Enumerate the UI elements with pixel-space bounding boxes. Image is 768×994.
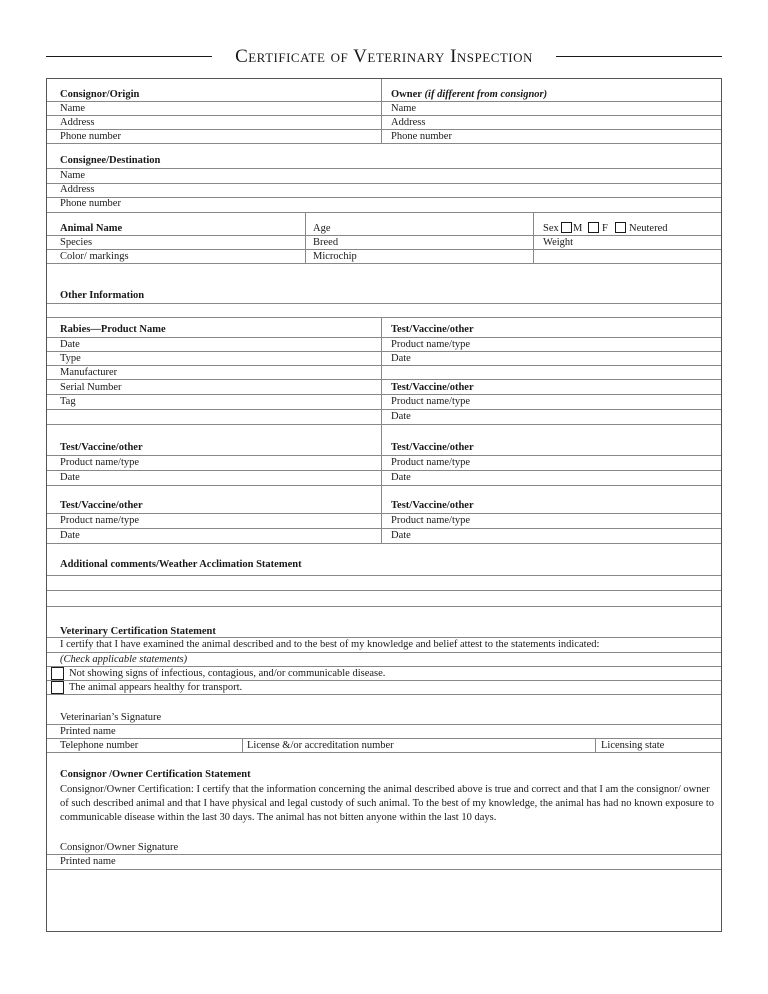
owner-printed-name-field[interactable]: Printed name [60, 856, 116, 867]
title-bar [46, 44, 722, 70]
comments-field[interactable]: Additional comments/Weather Acclimation Statement [60, 559, 302, 570]
consignee-address-field[interactable]: Address [60, 184, 95, 195]
consignor-heading: Consignor/Origin [60, 89, 140, 100]
rabies-serial-field[interactable]: Serial Number [60, 382, 122, 393]
sex-f-checkbox[interactable] [588, 222, 599, 233]
transport-checkbox[interactable] [51, 681, 64, 694]
breed-field[interactable]: Breed [313, 237, 339, 248]
transport-label: The animal appears healthy for transport. [69, 682, 243, 693]
owner-cert-text: Consignor/Owner Certification: I certify that the information concerning the animal described above is true and correct and that I am the consignor/ owner of such described animal and that I have physical and legal custody of such animal. To the best of my knowledge, the animal has had no known exposure to communicable disease within the last 30 days. The animal has not bitten anyone within the last 10 days. [60, 784, 714, 823]
vaccine-6-product-field[interactable]: Product name/type [391, 515, 471, 526]
weight-field[interactable]: Weight [543, 237, 574, 248]
sex-m-checkbox[interactable] [561, 222, 572, 233]
vaccine-2-product-field[interactable]: Product name/type [391, 396, 471, 407]
consignor-name-field[interactable]: Name [60, 103, 86, 114]
age-field[interactable]: Age [313, 223, 331, 234]
consignee-name-field[interactable]: Name [60, 170, 86, 181]
vaccine-heading-5: Test/Vaccine/other [60, 500, 143, 511]
vaccine-1-product-field[interactable]: Product name/type [391, 339, 471, 350]
vet-telephone-field[interactable]: Telephone number [60, 740, 139, 751]
animal-name-field[interactable]: Animal Name [60, 223, 123, 234]
vaccine-5-date-field[interactable]: Date [60, 530, 80, 541]
page-title: Certificate of Veterinary Inspection [225, 46, 543, 67]
vaccine-heading-1: Test/Vaccine/other [391, 324, 474, 335]
vaccine-4-product-field[interactable]: Product name/type [391, 457, 471, 468]
microchip-field[interactable]: Microchip [313, 251, 357, 262]
color-markings-field[interactable]: Color/ markings [60, 251, 129, 262]
owner-cert-heading: Consignor /Owner Certification Statement [60, 769, 251, 780]
consignee-heading: Consignee/Destination [60, 155, 161, 166]
vet-cert-statement: I certify that I have examined the animal described and to the best of my knowledge and belief attest to the statements indicated: [60, 639, 600, 650]
rabies-tag-field[interactable]: Tag [60, 396, 76, 407]
owner-name-field[interactable]: Name [391, 103, 417, 114]
license-number-field[interactable]: License &/or accreditation number [247, 740, 394, 751]
rabies-date-field[interactable]: Date [60, 339, 80, 350]
rabies-manufacturer-field[interactable]: Manufacturer [60, 367, 118, 378]
vaccine-5-product-field[interactable]: Product name/type [60, 515, 140, 526]
sex-label: Sex [543, 223, 559, 234]
neutered-label: Neutered [629, 223, 668, 234]
owner-phone-field[interactable]: Phone number [391, 131, 452, 142]
vet-printed-name-field[interactable]: Printed name [60, 726, 116, 737]
other-information-field[interactable]: Other Information [60, 290, 145, 301]
vaccine-1-date-field[interactable]: Date [391, 353, 411, 364]
owner-heading: Owner (if different from consignor) [391, 89, 548, 100]
rabies-heading: Rabies—Product Name [60, 324, 166, 335]
consignor-phone-field[interactable]: Phone number [60, 131, 121, 142]
owner-address-field[interactable]: Address [391, 117, 426, 128]
healthy-signs-checkbox[interactable] [51, 667, 64, 680]
healthy-signs-label: Not showing signs of infectious, contagious, and/or communicable disease. [69, 668, 386, 679]
consignee-phone-field[interactable]: Phone number [60, 198, 121, 209]
vaccine-heading-6: Test/Vaccine/other [391, 500, 474, 511]
vet-signature-field[interactable]: Veterinarian’s Signature [60, 712, 162, 723]
vaccine-heading-3: Test/Vaccine/other [60, 442, 143, 453]
neutered-checkbox[interactable] [615, 222, 626, 233]
vaccine-2-date-field[interactable]: Date [391, 411, 411, 422]
vaccine-heading-2: Test/Vaccine/other [391, 382, 474, 393]
sex-f-label: F [602, 223, 608, 234]
species-field[interactable]: Species [60, 237, 93, 248]
sex-m-label: M [573, 223, 583, 234]
rabies-type-field[interactable]: Type [60, 353, 81, 364]
vaccine-3-product-field[interactable]: Product name/type [60, 457, 140, 468]
owner-signature-field[interactable]: Consignor/Owner Signature [60, 842, 179, 853]
vet-cert-heading: Veterinary Certification Statement [60, 626, 216, 637]
vaccine-3-date-field[interactable]: Date [60, 472, 80, 483]
vaccine-4-date-field[interactable]: Date [391, 472, 411, 483]
check-note: (Check applicable statements) [60, 654, 188, 665]
consignor-address-field[interactable]: Address [60, 117, 95, 128]
vaccine-6-date-field[interactable]: Date [391, 530, 411, 541]
vaccine-heading-4: Test/Vaccine/other [391, 442, 474, 453]
certificate-form [46, 78, 722, 932]
licensing-state-field[interactable]: Licensing state [601, 740, 665, 751]
divider [47, 101, 721, 102]
